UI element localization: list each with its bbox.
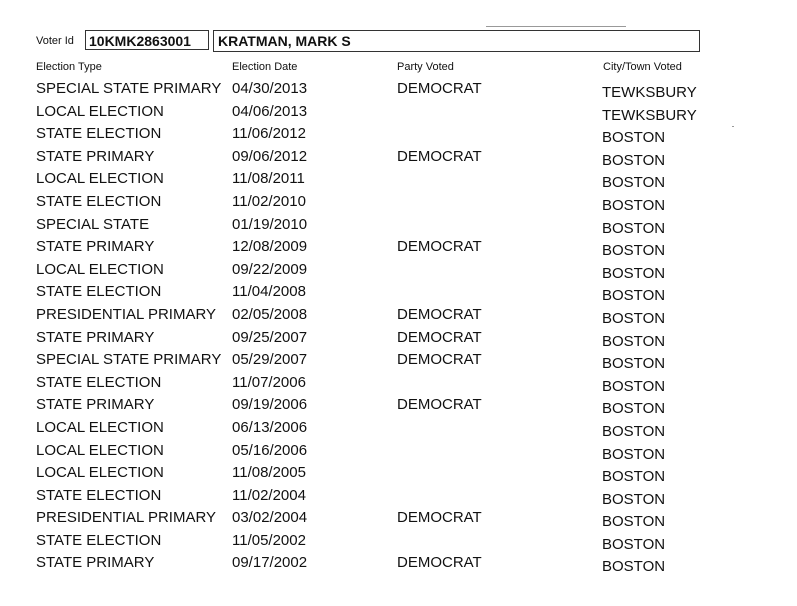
table-row bbox=[36, 148, 736, 171]
election-date-cell: 05/16/2006 bbox=[232, 441, 308, 459]
table-row bbox=[36, 329, 736, 352]
city-town-cell: BOSTON bbox=[602, 445, 666, 463]
election-type-cell: SPECIAL STATE PRIMARY bbox=[36, 351, 222, 369]
scan-speck bbox=[732, 126, 734, 127]
party-voted-cell: DEMOCRAT bbox=[397, 396, 482, 414]
election-type-cell: STATE ELECTION bbox=[36, 283, 162, 301]
table-row bbox=[36, 216, 736, 239]
election-type-cell: LOCAL ELECTION bbox=[36, 102, 164, 120]
election-type-cell: PRESIDENTIAL PRIMARY bbox=[36, 305, 217, 323]
city-town-cell: BOSTON bbox=[602, 332, 666, 350]
election-type-cell: STATE ELECTION bbox=[36, 373, 162, 391]
table-row bbox=[36, 238, 736, 261]
table-row bbox=[36, 193, 736, 216]
header-party-voted: Party Voted bbox=[397, 61, 454, 73]
header-election-type: Election Type bbox=[36, 61, 102, 73]
election-history-table bbox=[36, 80, 736, 577]
voter-id-value: 10KMK2863001 bbox=[85, 30, 209, 50]
election-date-cell: 06/13/2006 bbox=[232, 418, 308, 436]
city-town-cell: BOSTON bbox=[602, 468, 666, 486]
city-town-cell: BOSTON bbox=[602, 242, 666, 260]
city-town-cell: BOSTON bbox=[602, 377, 666, 395]
table-row bbox=[36, 261, 736, 284]
party-voted-cell: DEMOCRAT bbox=[397, 305, 482, 323]
election-date-cell: 04/06/2013 bbox=[232, 102, 308, 120]
table-row bbox=[36, 464, 736, 487]
column-headers bbox=[36, 61, 736, 75]
city-town-cell: BOSTON bbox=[602, 558, 666, 576]
election-type-cell: STATE PRIMARY bbox=[36, 554, 155, 572]
party-voted-cell: DEMOCRAT bbox=[397, 328, 482, 346]
election-type-cell: STATE PRIMARY bbox=[36, 328, 155, 346]
election-type-cell: SPECIAL STATE PRIMARY bbox=[36, 80, 222, 97]
election-date-cell: 04/30/2013 bbox=[232, 80, 308, 97]
city-town-cell: BOSTON bbox=[602, 490, 666, 508]
table-row bbox=[36, 306, 736, 329]
city-town-cell: BOSTON bbox=[602, 219, 666, 237]
voter-id-label: Voter Id bbox=[36, 35, 74, 47]
city-town-cell: TEWKSBURY bbox=[602, 106, 697, 124]
election-date-cell: 11/08/2011 bbox=[232, 170, 305, 188]
city-town-cell: BOSTON bbox=[602, 513, 666, 531]
city-town-cell: BOSTON bbox=[602, 287, 666, 305]
election-type-cell: LOCAL ELECTION bbox=[36, 170, 164, 188]
party-voted-cell: DEMOCRAT bbox=[397, 147, 482, 165]
election-type-cell: LOCAL ELECTION bbox=[36, 418, 164, 436]
table-row bbox=[36, 80, 736, 103]
election-type-cell: LOCAL ELECTION bbox=[36, 260, 164, 278]
party-voted-cell: DEMOCRAT bbox=[397, 509, 482, 527]
table-row bbox=[36, 396, 736, 419]
voter-name: KRATMAN, MARK S bbox=[213, 30, 700, 52]
election-date-cell: 11/02/2010 bbox=[232, 192, 306, 210]
election-date-cell: 09/06/2012 bbox=[232, 147, 308, 165]
header-city-town-voted: City/Town Voted bbox=[603, 61, 682, 73]
election-date-cell: 11/06/2012 bbox=[232, 125, 306, 143]
table-row bbox=[36, 283, 736, 306]
city-town-cell: BOSTON bbox=[602, 174, 666, 192]
city-town-cell: BOSTON bbox=[602, 129, 666, 147]
city-town-cell: BOSTON bbox=[602, 196, 666, 214]
election-type-cell: STATE PRIMARY bbox=[36, 147, 155, 165]
election-date-cell: 11/07/2006 bbox=[232, 373, 306, 391]
city-town-cell: BOSTON bbox=[602, 400, 666, 418]
election-type-cell: STATE ELECTION bbox=[36, 192, 162, 210]
table-row bbox=[36, 125, 736, 148]
election-type-cell: SPECIAL STATE bbox=[36, 215, 150, 233]
election-type-cell: LOCAL ELECTION bbox=[36, 441, 164, 459]
election-type-cell: STATE ELECTION bbox=[36, 486, 162, 504]
election-date-cell: 11/04/2008 bbox=[232, 283, 306, 301]
city-town-cell: BOSTON bbox=[602, 264, 666, 282]
table-row bbox=[36, 351, 736, 374]
election-date-cell: 09/19/2006 bbox=[232, 396, 308, 414]
table-row bbox=[36, 487, 736, 510]
election-type-cell: STATE ELECTION bbox=[36, 125, 162, 143]
party-voted-cell: DEMOCRAT bbox=[397, 554, 482, 572]
header-election-date: Election Date bbox=[232, 61, 298, 73]
table-row bbox=[36, 532, 736, 555]
table-row bbox=[36, 509, 736, 532]
election-date-cell: 11/02/2004 bbox=[232, 486, 306, 504]
city-town-cell: BOSTON bbox=[602, 355, 666, 373]
election-date-cell: 01/19/2010 bbox=[232, 215, 308, 233]
election-date-cell: 09/17/2002 bbox=[232, 554, 308, 572]
election-date-cell: 02/05/2008 bbox=[232, 305, 308, 323]
election-date-cell: 11/05/2002 bbox=[232, 531, 306, 549]
election-date-cell: 09/25/2007 bbox=[232, 328, 308, 346]
table-row bbox=[36, 170, 736, 193]
city-town-cell: BOSTON bbox=[602, 151, 666, 169]
table-row bbox=[36, 419, 736, 442]
city-town-cell: BOSTON bbox=[602, 535, 666, 553]
top-rule-line bbox=[486, 26, 626, 27]
election-date-cell: 11/08/2005 bbox=[232, 464, 306, 482]
election-type-cell: PRESIDENTIAL PRIMARY bbox=[36, 509, 217, 527]
election-type-cell: LOCAL ELECTION bbox=[36, 464, 164, 482]
election-date-cell: 03/02/2004 bbox=[232, 509, 308, 527]
election-type-cell: STATE PRIMARY bbox=[36, 396, 155, 414]
party-voted-cell: DEMOCRAT bbox=[397, 351, 482, 369]
table-row bbox=[36, 442, 736, 465]
city-town-cell: BOSTON bbox=[602, 309, 666, 327]
city-town-cell: BOSTON bbox=[602, 422, 666, 440]
election-date-cell: 05/29/2007 bbox=[232, 351, 308, 369]
election-date-cell: 12/08/2009 bbox=[232, 238, 308, 256]
table-row bbox=[36, 103, 736, 126]
table-row bbox=[36, 554, 736, 577]
election-type-cell: STATE ELECTION bbox=[36, 531, 162, 549]
voter-header bbox=[36, 30, 700, 52]
party-voted-cell: DEMOCRAT bbox=[397, 238, 482, 256]
election-type-cell: STATE PRIMARY bbox=[36, 238, 155, 256]
party-voted-cell: DEMOCRAT bbox=[397, 80, 482, 97]
election-date-cell: 09/22/2009 bbox=[232, 260, 308, 278]
city-town-cell: TEWKSBURY bbox=[602, 84, 697, 101]
table-row bbox=[36, 374, 736, 397]
